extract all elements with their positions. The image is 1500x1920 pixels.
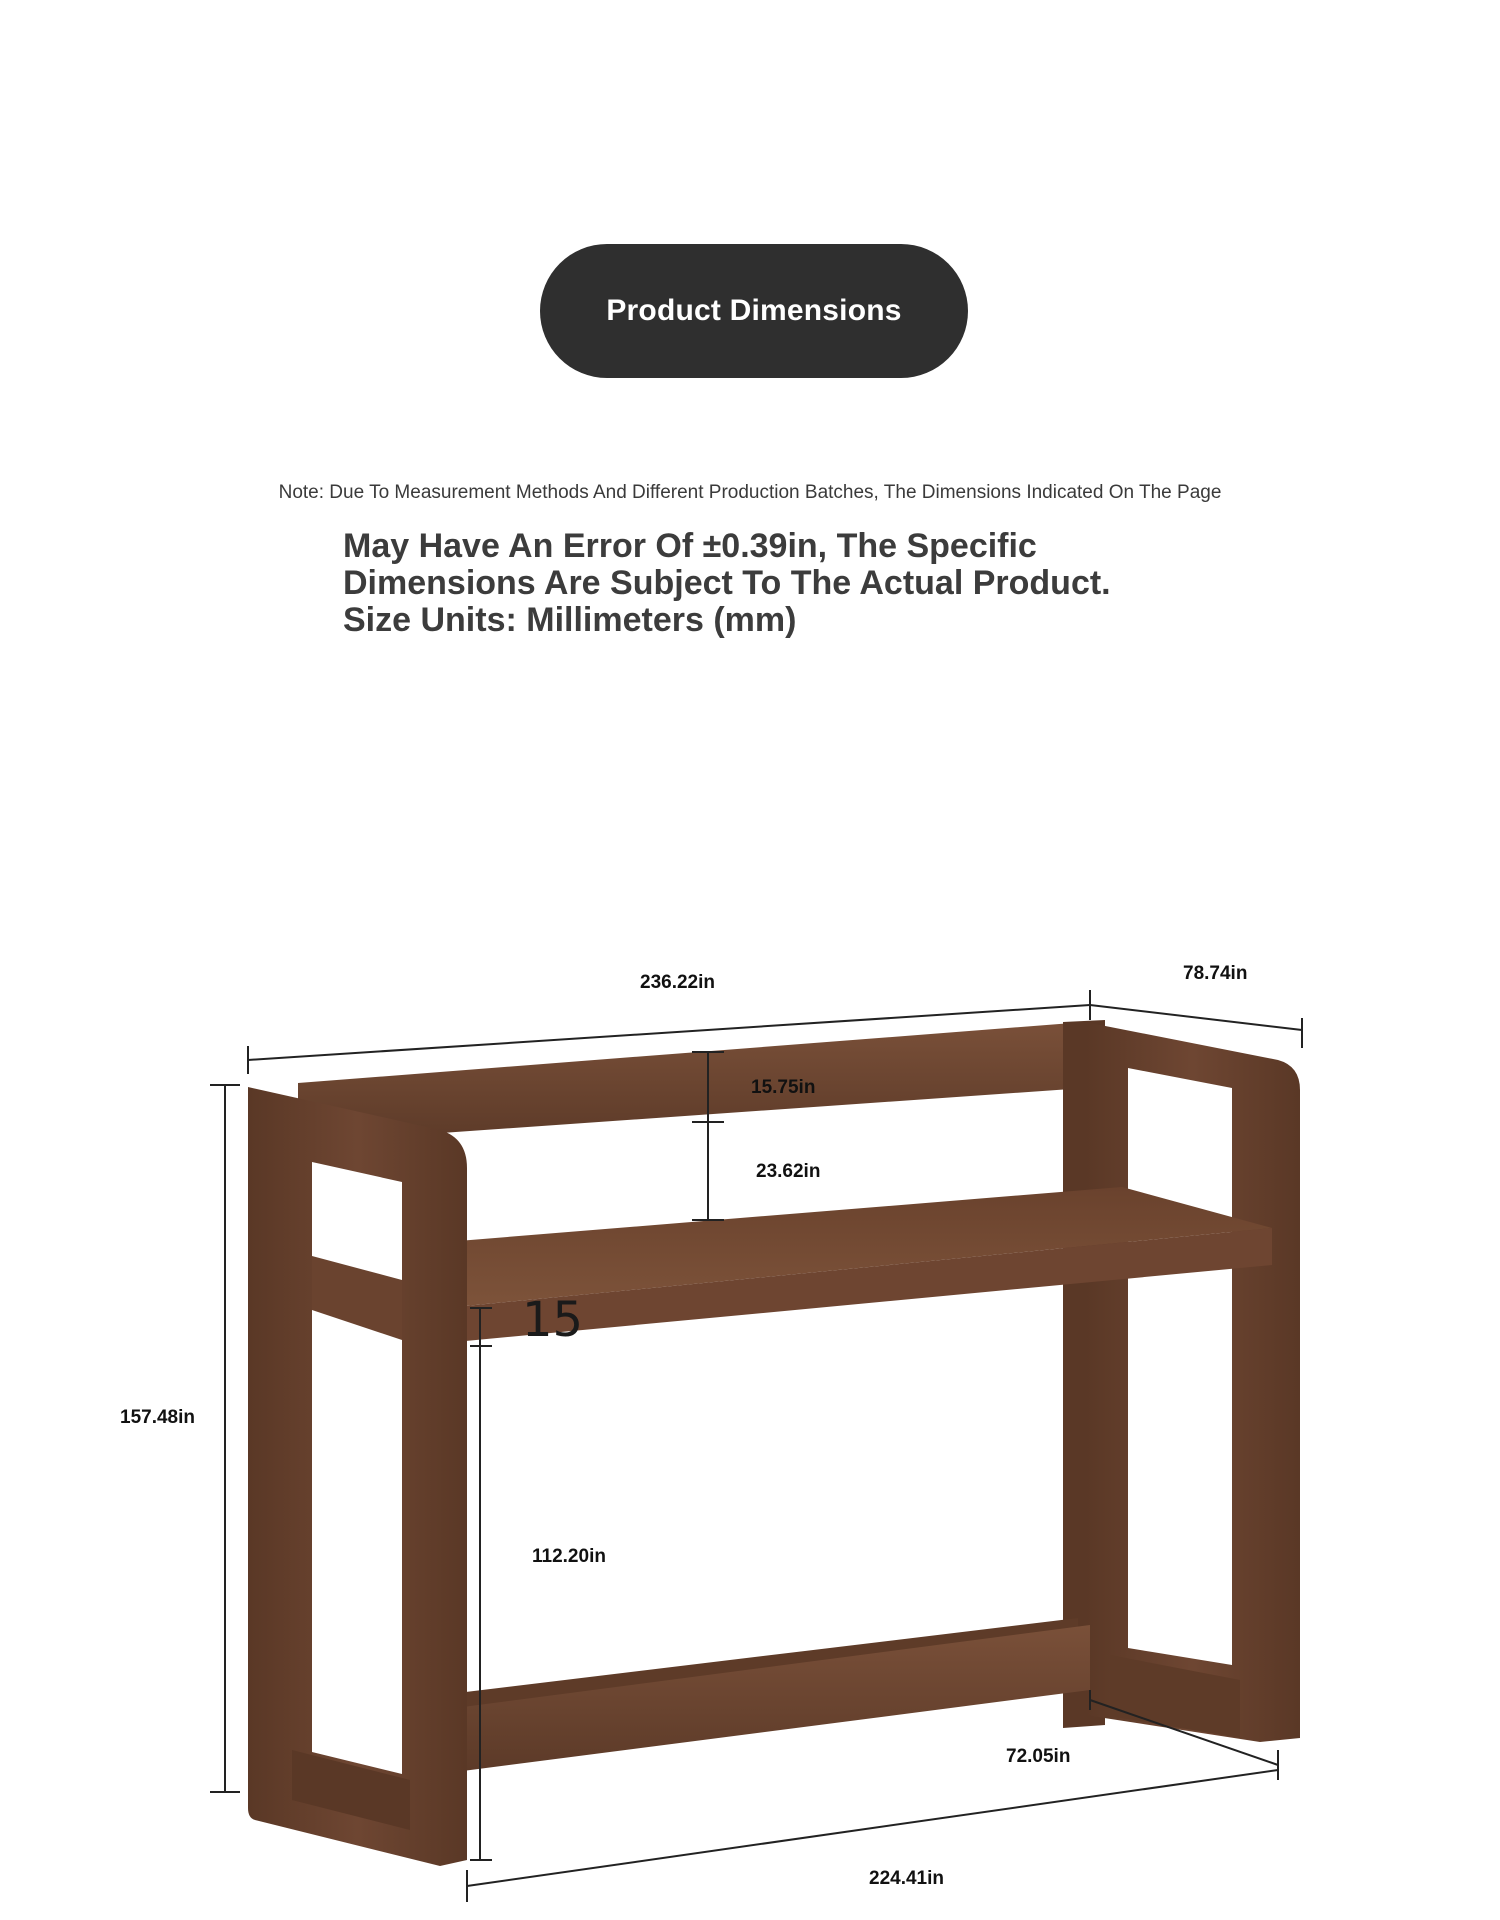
badge-label: Product Dimensions xyxy=(606,294,902,327)
dim-depth-top: 78.74in xyxy=(1183,963,1248,984)
dim-shelf-thickness: 15 xyxy=(522,1292,584,1348)
dim-width-bottom: 224.41in xyxy=(869,1868,944,1889)
note-line-1: Note: Due To Measurement Methods And Different Production Batches, The Dimensions Indicated On The Page xyxy=(278,482,1222,503)
left-side-opening xyxy=(312,1162,402,1774)
dim-upper-gap: 23.62in xyxy=(756,1161,821,1182)
dim-top-rail-height: 15.75in xyxy=(751,1077,816,1098)
right-side-opening xyxy=(1128,1068,1232,1665)
dim-lower-gap: 112.20in xyxy=(532,1546,606,1567)
bottom-front-rail xyxy=(455,1625,1090,1772)
dim-depth-bottom: 72.05in xyxy=(1006,1746,1071,1767)
dim-overall-height: 157.48in xyxy=(120,1407,195,1428)
dim-width-top: 236.22in xyxy=(640,972,715,993)
note-line-2: May Have An Error Of ±0.39in, The Specific Dimensions Are Subject To The Actual Product. Size Units: Millimeters (mm) xyxy=(343,527,1111,639)
